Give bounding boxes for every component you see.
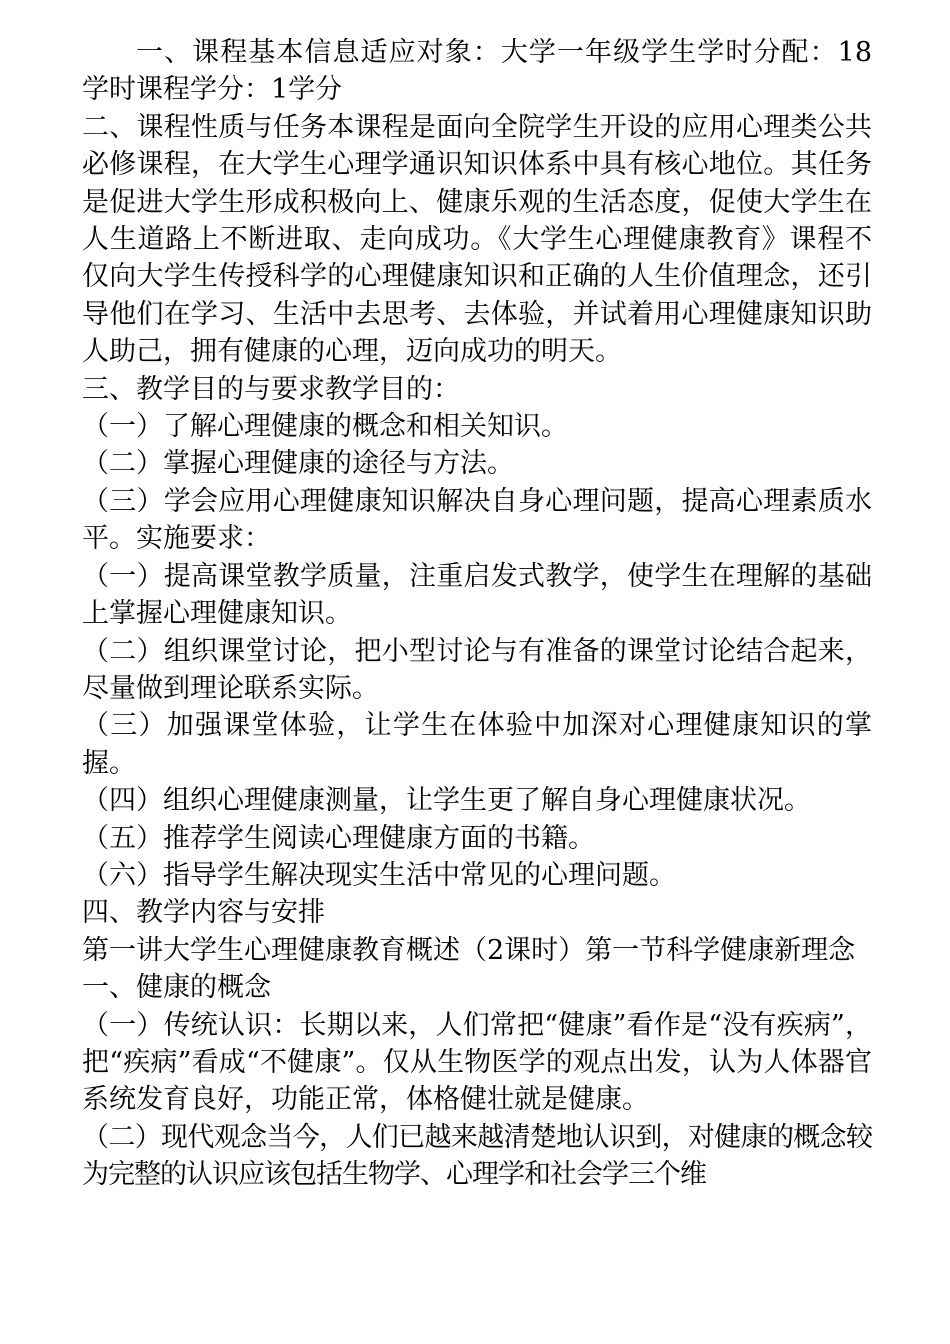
content-arrangement-heading: 四、教学内容与安排 — [82, 897, 325, 929]
objective-item-2: （二）掌握心理健康的途径与方法。 — [82, 448, 514, 480]
requirement-item-1: （一）提高课堂教学质量，注重启发式教学，使学生在理解的基础上掌握心理健康知识。 — [82, 560, 872, 630]
lecture-one-heading: 第一讲大学生心理健康教育概述（2课时）第一节科学健康新理念 — [82, 934, 856, 966]
modern-view-paragraph: （二）现代观念当今，人们已越来越清楚地认识到，对健康的概念较为完整的认识应该包括生物学、心理学和社会学三个维 — [82, 1121, 872, 1191]
objective-item-3: （三）学会应用心理健康知识解决自身心理问题，提高心理素质水平。实施要求： — [82, 485, 872, 555]
health-concept-heading: 一、健康的概念 — [82, 972, 271, 1004]
requirement-item-6: （六）指导学生解决现实生活中常见的心理问题。 — [82, 859, 676, 891]
traditional-view-paragraph: （一）传统认识：长期以来，人们常把“健康”看作是“没有疾病”，把“疾病”看成“不健康”。仅从生物医学的观点出发，认为人体器官系统发育良好，功能正常，体格健壮就是健康。 — [82, 1009, 872, 1116]
course-basic-info: 一、课程基本信息适应对象：大学一年级学生学时分配：18学时课程学分：1学分 — [82, 37, 872, 106]
teaching-objectives-heading: 三、教学目的与要求教学目的： — [82, 373, 460, 405]
objective-item-1: （一）了解心理健康的概念和相关知识。 — [82, 411, 568, 443]
requirement-item-3: （三）加强课堂体验，让学生在体验中加深对心理健康知识的掌握。 — [82, 710, 872, 779]
requirement-item-4: （四）组织心理健康测量，让学生更了解自身心理健康状况。 — [82, 785, 811, 817]
requirement-item-2: （二）组织课堂讨论，把小型讨论与有准备的课堂讨论结合起来，尽量做到理论联系实际。 — [82, 635, 872, 704]
requirement-item-5: （五）推荐学生阅读心理健康方面的书籍。 — [82, 822, 595, 854]
document-page — [82, 34, 872, 1194]
course-nature-and-tasks: 二、课程性质与任务本课程是面向全院学生开设的应用心理类公共必修课程，在大学生心理学通识知识体系中具有核心地位。其任务是促进大学生形成积极向上、健康乐观的生活态度，促使大学生在人生道路上不断进取、走向成功。《大学生心理健康教育》课程不仅向大学生传授科学的心理健康知识和正确的人生价值理念，还引导他们在学习、生活中去思考、去体验，并试着用心理健康知识助人助己，拥有健康的心理，迈向成功的明天。 — [82, 111, 872, 368]
